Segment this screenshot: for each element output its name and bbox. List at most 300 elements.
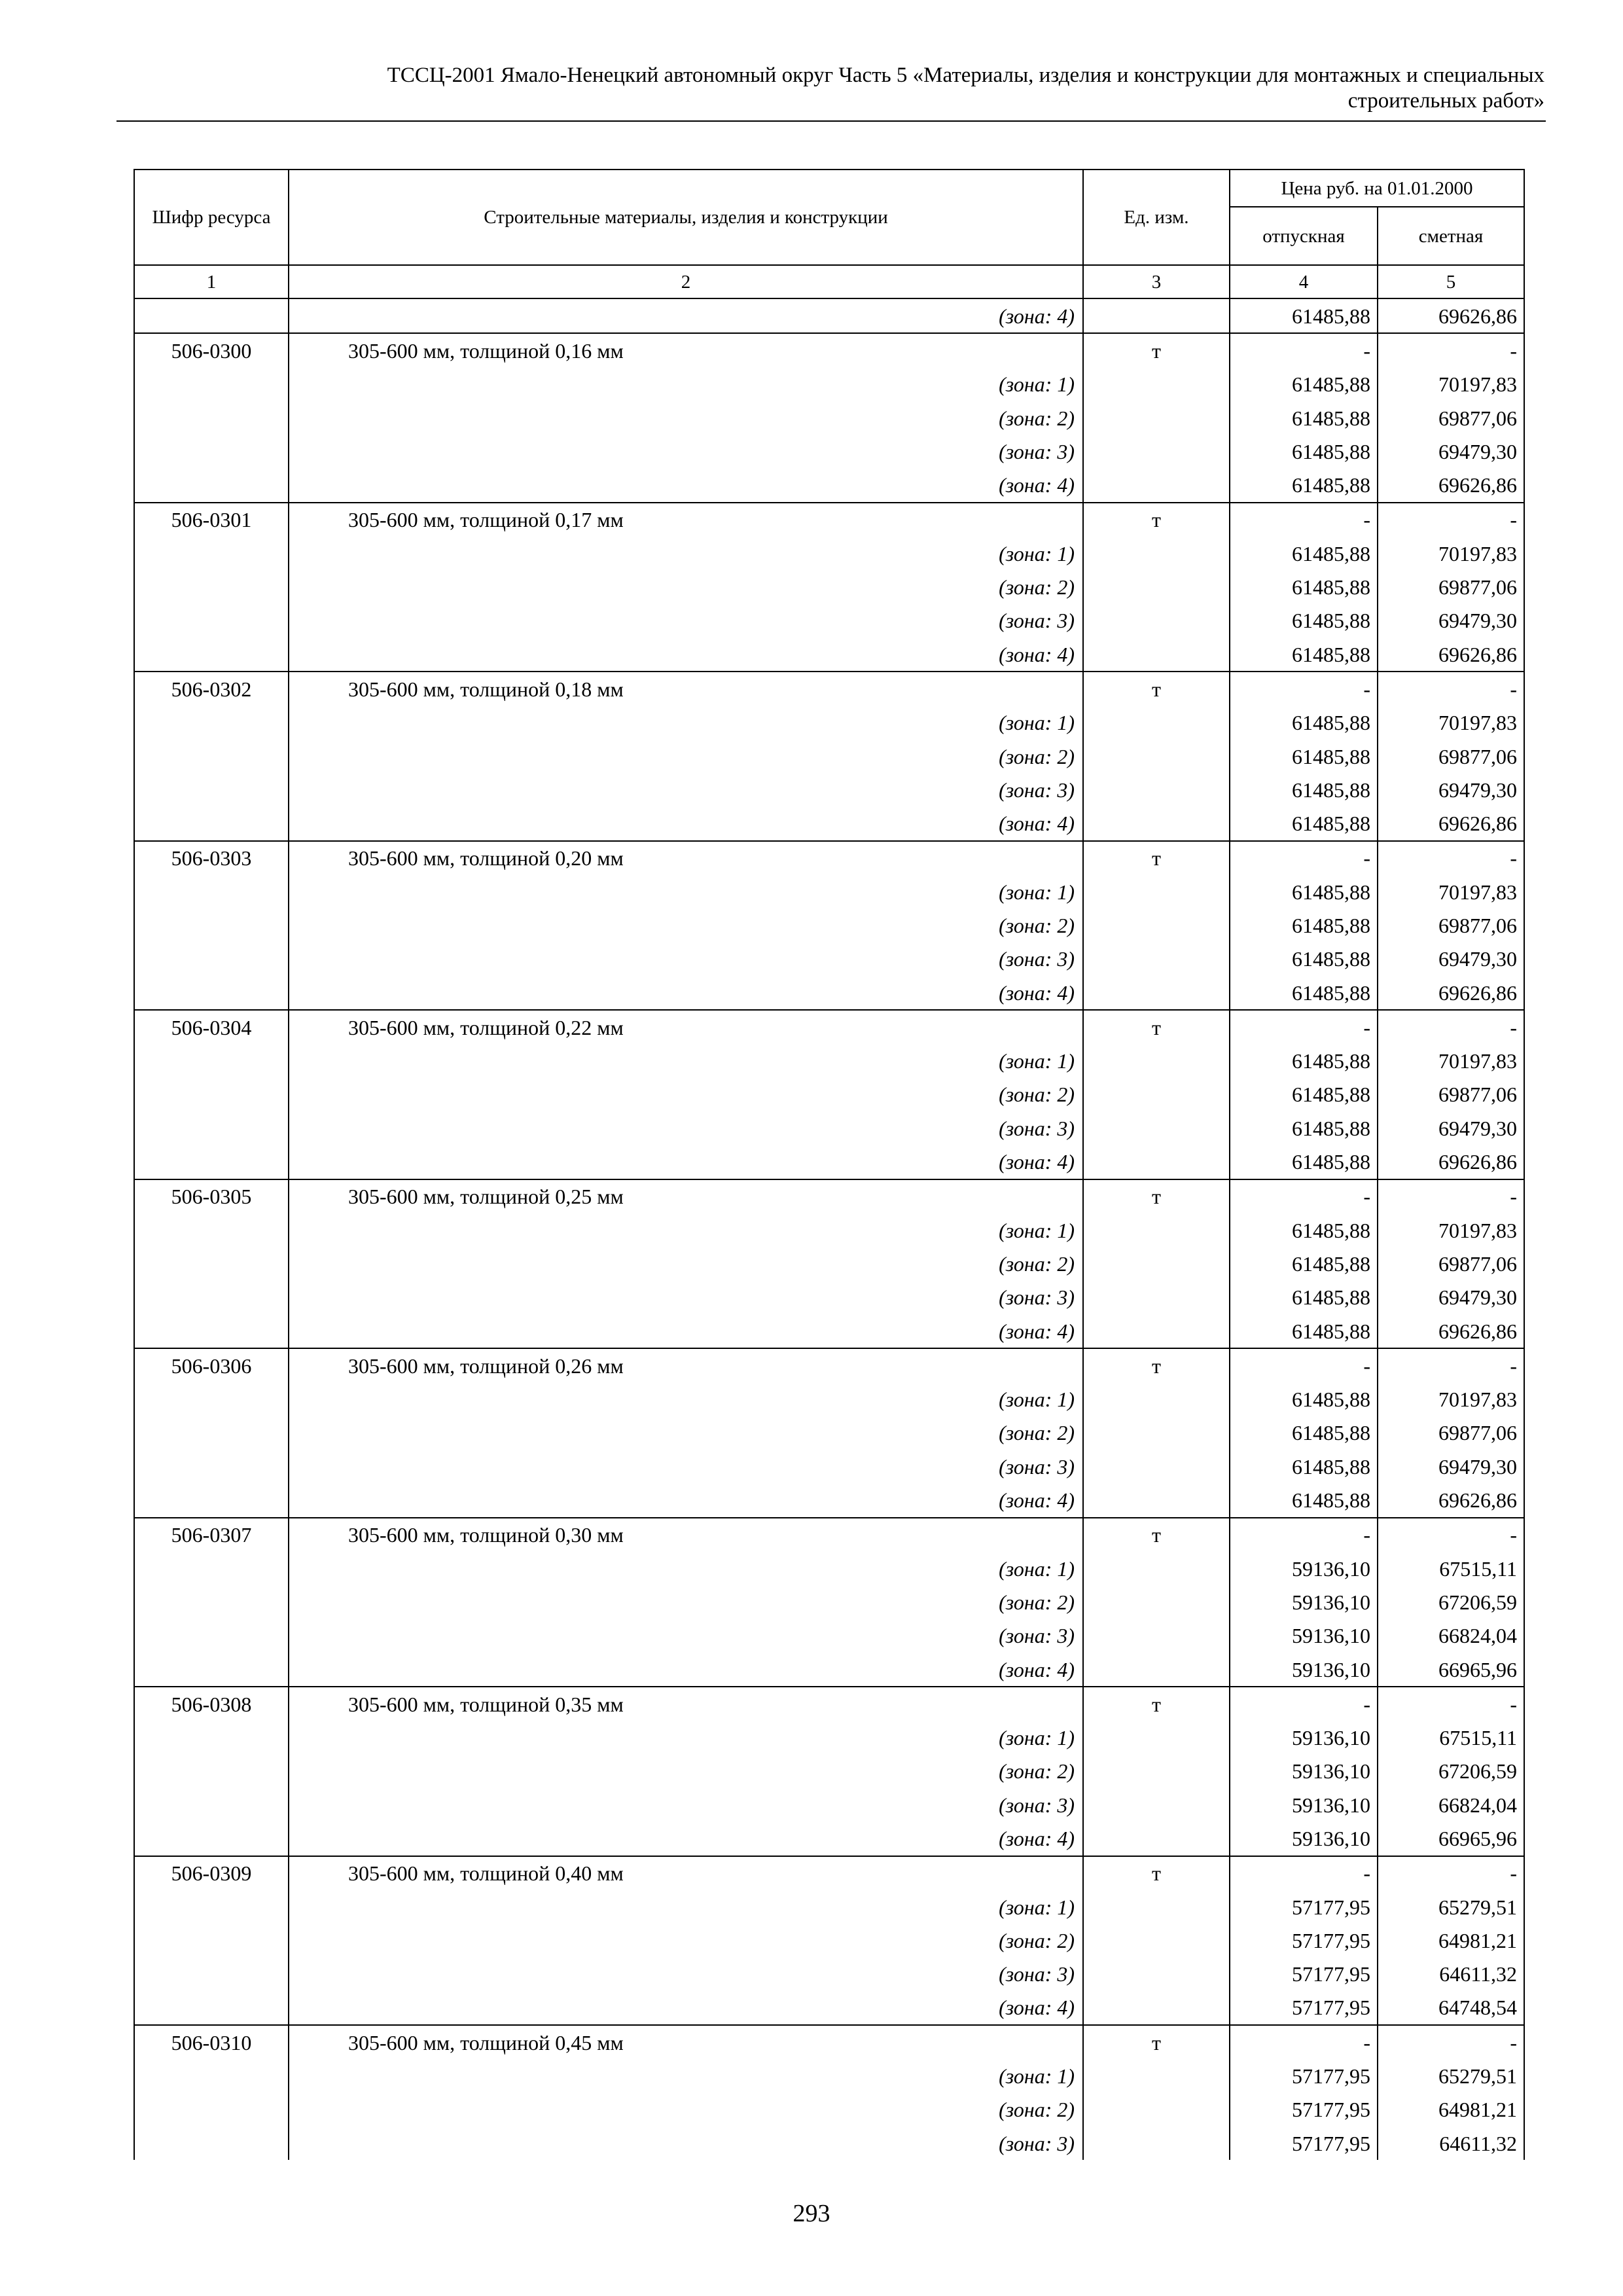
- unit-cell: [1083, 1958, 1230, 1991]
- table-row: [134, 1314, 1524, 1348]
- release-price: 61485,88: [1230, 908, 1378, 942]
- table-row: [134, 1821, 1524, 1856]
- estimate-price: 70197,83: [1378, 1383, 1524, 1416]
- zone-label: (зона: 3): [289, 435, 1083, 468]
- table-row: [134, 1755, 1524, 1788]
- zone-label: (зона: 4): [289, 1145, 1083, 1179]
- material-name: 305-600 мм, толщиной 0,30 мм: [289, 1518, 1083, 1552]
- estimate-price: -: [1378, 2025, 1524, 2059]
- unit-cell: [1083, 1653, 1230, 1687]
- column-number: 2: [289, 265, 1083, 298]
- release-price: 59136,10: [1230, 1619, 1378, 1653]
- resource-code: [134, 1314, 289, 1348]
- resource-code: [134, 1483, 289, 1517]
- resource-code: [134, 1890, 289, 1924]
- table-row: [134, 537, 1524, 570]
- release-price: 61485,88: [1230, 1281, 1378, 1314]
- unit-cell: [1083, 1991, 1230, 2025]
- release-price: 57177,95: [1230, 2059, 1378, 2092]
- resource-code: [134, 1145, 289, 1179]
- unit-cell: [1083, 1213, 1230, 1247]
- material-name: 305-600 мм, толщиной 0,20 мм: [289, 841, 1083, 875]
- unit-cell: т: [1083, 1687, 1230, 1721]
- table-row: [134, 1518, 1524, 1552]
- estimate-price: -: [1378, 333, 1524, 367]
- table-row: [134, 1552, 1524, 1585]
- estimate-price: 69479,30: [1378, 435, 1524, 468]
- table-row: [134, 976, 1524, 1010]
- material-name: 305-600 мм, толщиной 0,25 мм: [289, 1179, 1083, 1213]
- unit-cell: [1083, 1145, 1230, 1179]
- unit-cell: [1083, 806, 1230, 840]
- unit-cell: т: [1083, 2025, 1230, 2059]
- table-row: [134, 2025, 1524, 2059]
- unit-cell: [1083, 773, 1230, 806]
- unit-cell: [1083, 706, 1230, 740]
- unit-cell: [1083, 368, 1230, 401]
- estimate-price: 66824,04: [1378, 1788, 1524, 1821]
- table-row: [134, 1078, 1524, 1111]
- resource-code: [134, 1924, 289, 1957]
- estimate-price: 70197,83: [1378, 706, 1524, 740]
- table-row: [134, 401, 1524, 435]
- estimate-price: 70197,83: [1378, 875, 1524, 908]
- unit-cell: т: [1083, 841, 1230, 875]
- table-row: [134, 1010, 1524, 1044]
- release-price: 57177,95: [1230, 1890, 1378, 1924]
- release-price: 61485,88: [1230, 1213, 1378, 1247]
- zone-label: (зона: 2): [289, 1755, 1083, 1788]
- column-number: 4: [1230, 265, 1378, 298]
- table-row: [134, 1991, 1524, 2025]
- zone-label: (зона: 4): [289, 468, 1083, 502]
- table-row: [134, 298, 1524, 333]
- table-row: [134, 1619, 1524, 1653]
- estimate-price: -: [1378, 841, 1524, 875]
- unit-cell: т: [1083, 1518, 1230, 1552]
- table-row: [134, 1687, 1524, 1721]
- estimate-price: 69479,30: [1378, 1450, 1524, 1483]
- zone-label: (зона: 3): [289, 1281, 1083, 1314]
- unit-cell: [1083, 435, 1230, 468]
- release-price: 61485,88: [1230, 806, 1378, 840]
- unit-cell: [1083, 2059, 1230, 2092]
- release-price: -: [1230, 1856, 1378, 1890]
- estimate-price: -: [1378, 1687, 1524, 1721]
- table-row: [134, 435, 1524, 468]
- resource-code: [134, 806, 289, 840]
- table-row: [134, 1653, 1524, 1687]
- unit-cell: [1083, 1314, 1230, 1348]
- table-row: [134, 2126, 1524, 2160]
- release-price: 61485,88: [1230, 773, 1378, 806]
- release-price: 61485,88: [1230, 1483, 1378, 1517]
- release-price: 57177,95: [1230, 2093, 1378, 2126]
- release-price: -: [1230, 841, 1378, 875]
- release-price: 61485,88: [1230, 875, 1378, 908]
- release-price: 61485,88: [1230, 1045, 1378, 1078]
- estimate-price: 69626,86: [1378, 976, 1524, 1010]
- zone-label: (зона: 1): [289, 1890, 1083, 1924]
- zone-label: (зона: 2): [289, 908, 1083, 942]
- resource-code: [134, 1821, 289, 1856]
- release-price: 61485,88: [1230, 1247, 1378, 1280]
- unit-cell: т: [1083, 1348, 1230, 1382]
- estimate-price: 69877,06: [1378, 570, 1524, 603]
- table-row: [134, 1145, 1524, 1179]
- release-price: 61485,88: [1230, 1450, 1378, 1483]
- table-row: [134, 604, 1524, 637]
- price-table: [134, 169, 1525, 2160]
- zone-label: (зона: 2): [289, 1416, 1083, 1450]
- resource-code: [134, 2059, 289, 2092]
- resource-code: [134, 2093, 289, 2126]
- zone-label: (зона: 3): [289, 942, 1083, 976]
- material-name: 305-600 мм, толщиной 0,16 мм: [289, 333, 1083, 367]
- column-number: 5: [1378, 265, 1524, 298]
- zone-label: (зона: 3): [289, 604, 1083, 637]
- release-price: 61485,88: [1230, 1078, 1378, 1111]
- release-price: 61485,88: [1230, 468, 1378, 502]
- unit-cell: [1083, 1619, 1230, 1653]
- estimate-price: 67515,11: [1378, 1552, 1524, 1585]
- header-rule: [116, 120, 1546, 122]
- header-price-group: Цена руб. на 01.01.2000: [1230, 170, 1524, 207]
- table-row: [134, 1213, 1524, 1247]
- unit-cell: [1083, 1890, 1230, 1924]
- table-row: [134, 841, 1524, 875]
- estimate-price: 64611,32: [1378, 1958, 1524, 1991]
- unit-cell: [1083, 1788, 1230, 1821]
- release-price: -: [1230, 333, 1378, 367]
- table-row: [134, 942, 1524, 976]
- table-row: [134, 503, 1524, 537]
- resource-code: [134, 1383, 289, 1416]
- unit-cell: [1083, 401, 1230, 435]
- zone-label: (зона: 3): [289, 1450, 1083, 1483]
- release-price: 61485,88: [1230, 637, 1378, 672]
- zone-label: (зона: 4): [289, 1483, 1083, 1517]
- estimate-price: 64981,21: [1378, 2093, 1524, 2126]
- zone-label: (зона: 1): [289, 1552, 1083, 1585]
- material-name: 305-600 мм, толщиной 0,18 мм: [289, 672, 1083, 706]
- zone-label: (зона: 4): [289, 1653, 1083, 1687]
- zone-label: (зона: 4): [289, 298, 1083, 333]
- table-row: [134, 706, 1524, 740]
- table-row: [134, 1247, 1524, 1280]
- resource-code: [134, 570, 289, 603]
- estimate-price: 69479,30: [1378, 773, 1524, 806]
- zone-label: (зона: 1): [289, 2059, 1083, 2092]
- resource-code: 506-0308: [134, 1687, 289, 1721]
- table-row: [134, 773, 1524, 806]
- table-row: [134, 333, 1524, 367]
- zone-label: (зона: 2): [289, 1078, 1083, 1111]
- unit-cell: [1083, 1078, 1230, 1111]
- table-header: [134, 170, 1524, 298]
- release-price: 57177,95: [1230, 1991, 1378, 2025]
- table-row: [134, 1348, 1524, 1382]
- resource-code: [134, 875, 289, 908]
- unit-cell: [1083, 1755, 1230, 1788]
- resource-code: 506-0307: [134, 1518, 289, 1552]
- resource-code: [134, 1213, 289, 1247]
- release-price: 61485,88: [1230, 706, 1378, 740]
- release-price: 61485,88: [1230, 604, 1378, 637]
- estimate-price: 69626,86: [1378, 806, 1524, 840]
- release-price: 59136,10: [1230, 1788, 1378, 1821]
- material-name: 305-600 мм, толщиной 0,40 мм: [289, 1856, 1083, 1890]
- estimate-price: 64611,32: [1378, 2126, 1524, 2160]
- release-price: -: [1230, 1687, 1378, 1721]
- resource-code: [134, 1788, 289, 1821]
- resource-code: [134, 1450, 289, 1483]
- estimate-price: 69479,30: [1378, 1281, 1524, 1314]
- unit-cell: т: [1083, 1010, 1230, 1044]
- estimate-price: 69479,30: [1378, 1111, 1524, 1145]
- table-row: [134, 1281, 1524, 1314]
- estimate-price: 64748,54: [1378, 1991, 1524, 2025]
- release-price: 59136,10: [1230, 1721, 1378, 1754]
- resource-code: [134, 298, 289, 333]
- resource-code: [134, 1552, 289, 1585]
- zone-label: (зона: 1): [289, 1045, 1083, 1078]
- estimate-price: 66824,04: [1378, 1619, 1524, 1653]
- header-estimate-price: сметная: [1378, 207, 1524, 265]
- estimate-price: 70197,83: [1378, 537, 1524, 570]
- release-price: 59136,10: [1230, 1552, 1378, 1585]
- resource-code: [134, 435, 289, 468]
- header-release-price: отпускная: [1230, 207, 1378, 265]
- zone-label: (зона: 2): [289, 1924, 1083, 1957]
- estimate-price: -: [1378, 503, 1524, 537]
- release-price: -: [1230, 1518, 1378, 1552]
- zone-label: (зона: 1): [289, 1383, 1083, 1416]
- resource-code: [134, 1991, 289, 2025]
- unit-cell: [1083, 908, 1230, 942]
- resource-code: [134, 468, 289, 502]
- resource-code: 506-0304: [134, 1010, 289, 1044]
- table-row: [134, 672, 1524, 706]
- zone-label: (зона: 3): [289, 773, 1083, 806]
- release-price: 61485,88: [1230, 368, 1378, 401]
- release-price: 57177,95: [1230, 2126, 1378, 2160]
- resource-code: [134, 1247, 289, 1280]
- zone-label: (зона: 3): [289, 1619, 1083, 1653]
- unit-cell: [1083, 1281, 1230, 1314]
- estimate-price: 64981,21: [1378, 1924, 1524, 1957]
- estimate-price: -: [1378, 1010, 1524, 1044]
- table-row: [134, 1788, 1524, 1821]
- unit-cell: [1083, 2126, 1230, 2160]
- resource-code: [134, 908, 289, 942]
- unit-cell: [1083, 1552, 1230, 1585]
- table-row: [134, 1585, 1524, 1619]
- table-row: [134, 637, 1524, 672]
- running-head: [118, 63, 1544, 114]
- release-price: 61485,88: [1230, 976, 1378, 1010]
- table-row: [134, 908, 1524, 942]
- release-price: 61485,88: [1230, 401, 1378, 435]
- zone-label: (зона: 2): [289, 1247, 1083, 1280]
- column-number: 3: [1083, 265, 1230, 298]
- unit-cell: [1083, 1450, 1230, 1483]
- zone-label: (зона: 4): [289, 637, 1083, 672]
- estimate-price: 70197,83: [1378, 1213, 1524, 1247]
- unit-cell: [1083, 1111, 1230, 1145]
- resource-code: [134, 1755, 289, 1788]
- material-name: 305-600 мм, толщиной 0,45 мм: [289, 2025, 1083, 2059]
- estimate-price: 69626,86: [1378, 468, 1524, 502]
- zone-label: (зона: 2): [289, 2093, 1083, 2126]
- table-row: [134, 2059, 1524, 2092]
- unit-cell: [1083, 740, 1230, 773]
- unit-cell: [1083, 1045, 1230, 1078]
- estimate-price: 69877,06: [1378, 740, 1524, 773]
- estimate-price: -: [1378, 1179, 1524, 1213]
- release-price: -: [1230, 1348, 1378, 1382]
- estimate-price: 69877,06: [1378, 401, 1524, 435]
- release-price: 61485,88: [1230, 1111, 1378, 1145]
- resource-code: [134, 976, 289, 1010]
- resource-code: 506-0306: [134, 1348, 289, 1382]
- table-row: [134, 806, 1524, 840]
- table-row: [134, 1958, 1524, 1991]
- release-price: 61485,88: [1230, 1145, 1378, 1179]
- header-code: Шифр ресурса: [134, 170, 289, 265]
- table-row: [134, 1383, 1524, 1416]
- unit-cell: [1083, 468, 1230, 502]
- release-price: 59136,10: [1230, 1585, 1378, 1619]
- estimate-price: 65279,51: [1378, 1890, 1524, 1924]
- estimate-price: 66965,96: [1378, 1653, 1524, 1687]
- estimate-price: 69626,86: [1378, 1314, 1524, 1348]
- estimate-price: 69626,86: [1378, 1145, 1524, 1179]
- estimate-price: 66965,96: [1378, 1821, 1524, 1856]
- resource-code: [134, 2126, 289, 2160]
- estimate-price: 69626,86: [1378, 298, 1524, 333]
- table-row: [134, 1111, 1524, 1145]
- estimate-price: 67206,59: [1378, 1755, 1524, 1788]
- release-price: 61485,88: [1230, 1416, 1378, 1450]
- release-price: -: [1230, 1179, 1378, 1213]
- estimate-price: 69626,86: [1378, 1483, 1524, 1517]
- estimate-price: 69877,06: [1378, 908, 1524, 942]
- zone-label: (зона: 3): [289, 1958, 1083, 1991]
- zone-label: (зона: 2): [289, 401, 1083, 435]
- zone-label: (зона: 3): [289, 1788, 1083, 1821]
- material-name: 305-600 мм, толщиной 0,22 мм: [289, 1010, 1083, 1044]
- release-price: 59136,10: [1230, 1821, 1378, 1856]
- estimate-price: 65279,51: [1378, 2059, 1524, 2092]
- table-row: [134, 1483, 1524, 1517]
- release-price: 61485,88: [1230, 740, 1378, 773]
- table-row: [134, 570, 1524, 603]
- zone-label: (зона: 4): [289, 1314, 1083, 1348]
- release-price: 61485,88: [1230, 1314, 1378, 1348]
- resource-code: 506-0309: [134, 1856, 289, 1890]
- release-price: 59136,10: [1230, 1653, 1378, 1687]
- unit-cell: [1083, 1585, 1230, 1619]
- estimate-price: 70197,83: [1378, 1045, 1524, 1078]
- resource-code: [134, 1416, 289, 1450]
- table-row: [134, 1924, 1524, 1957]
- resource-code: [134, 740, 289, 773]
- unit-cell: [1083, 537, 1230, 570]
- estimate-price: -: [1378, 1856, 1524, 1890]
- resource-code: [134, 1078, 289, 1111]
- unit-cell: [1083, 1821, 1230, 1856]
- zone-label: (зона: 4): [289, 1991, 1083, 2025]
- estimate-price: 69877,06: [1378, 1078, 1524, 1111]
- estimate-price: -: [1378, 1518, 1524, 1552]
- estimate-price: 69877,06: [1378, 1416, 1524, 1450]
- resource-code: [134, 706, 289, 740]
- release-price: -: [1230, 1010, 1378, 1044]
- zone-label: (зона: 4): [289, 1821, 1083, 1856]
- page-number: 293: [793, 2200, 830, 2227]
- release-price: 61485,88: [1230, 537, 1378, 570]
- resource-code: [134, 1045, 289, 1078]
- unit-cell: т: [1083, 1856, 1230, 1890]
- running-head-line-2: строительных работ»: [1347, 89, 1544, 113]
- estimate-price: 69479,30: [1378, 942, 1524, 976]
- material-name: 305-600 мм, толщиной 0,17 мм: [289, 503, 1083, 537]
- release-price: 61485,88: [1230, 1383, 1378, 1416]
- unit-cell: [1083, 976, 1230, 1010]
- material-name: 305-600 мм, толщиной 0,35 мм: [289, 1687, 1083, 1721]
- resource-code: 506-0310: [134, 2025, 289, 2059]
- unit-cell: [1083, 637, 1230, 672]
- header-unit: Ед. изм.: [1083, 170, 1230, 265]
- release-price: 57177,95: [1230, 1958, 1378, 1991]
- estimate-price: -: [1378, 1348, 1524, 1382]
- table-row: [134, 1890, 1524, 1924]
- header-name: Строительные материалы, изделия и конструкции: [289, 170, 1083, 265]
- release-price: 61485,88: [1230, 942, 1378, 976]
- table-row: [134, 875, 1524, 908]
- release-price: -: [1230, 2025, 1378, 2059]
- zone-label: (зона: 1): [289, 875, 1083, 908]
- unit-cell: [1083, 570, 1230, 603]
- resource-code: [134, 942, 289, 976]
- unit-cell: [1083, 1247, 1230, 1280]
- table-row: [134, 1856, 1524, 1890]
- table-row: [134, 2093, 1524, 2126]
- table-row: [134, 1721, 1524, 1754]
- unit-cell: [1083, 1383, 1230, 1416]
- table-row: [134, 1045, 1524, 1078]
- release-price: 59136,10: [1230, 1755, 1378, 1788]
- release-price: 61485,88: [1230, 435, 1378, 468]
- table-row: [134, 1179, 1524, 1213]
- zone-label: (зона: 4): [289, 806, 1083, 840]
- unit-cell: [1083, 1483, 1230, 1517]
- resource-code: 506-0303: [134, 841, 289, 875]
- resource-code: [134, 1585, 289, 1619]
- estimate-price: 67206,59: [1378, 1585, 1524, 1619]
- unit-cell: т: [1083, 1179, 1230, 1213]
- running-head-line-1: ТССЦ-2001 Ямало-Ненецкий автономный округ Часть 5 «Материалы, изделия и конструкции для монтажных и специальных: [387, 63, 1544, 87]
- resource-code: 506-0302: [134, 672, 289, 706]
- resource-code: [134, 1958, 289, 1991]
- unit-cell: [1083, 1924, 1230, 1957]
- unit-cell: [1083, 942, 1230, 976]
- unit-cell: т: [1083, 672, 1230, 706]
- unit-cell: [1083, 298, 1230, 333]
- resource-code: [134, 537, 289, 570]
- zone-label: (зона: 1): [289, 706, 1083, 740]
